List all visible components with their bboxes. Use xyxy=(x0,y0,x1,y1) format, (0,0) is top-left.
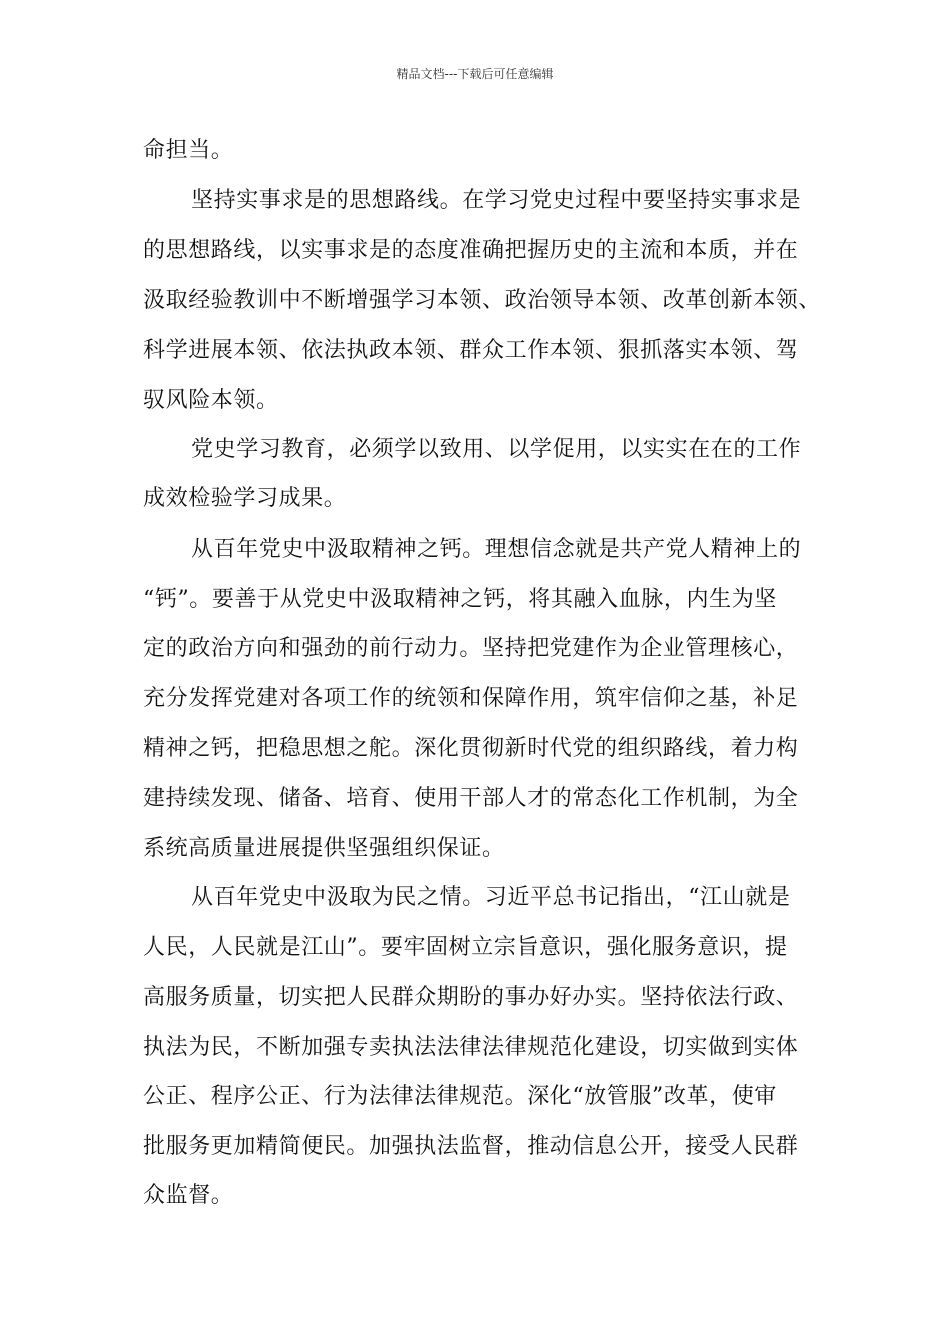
text-line: 建持续发现、储备、培育、使用干部人才的常态化工作机制，为全 xyxy=(143,786,799,811)
text-line: 从百年党史中汲取为民之情。习近平总书记指出，“江山就是 xyxy=(191,885,791,910)
text-line: 系统高质量进展提供坚强组织保证。 xyxy=(143,836,505,861)
text-line: 高服务质量，切实把人民群众期盼的事办好办实。坚持依法行政、 xyxy=(143,985,799,1010)
text-line: 定的政治方向和强劲的前行动力。坚持把党建作为企业管理核心， xyxy=(143,636,799,661)
text-line: 科学进展本领、依法执政本领、群众工作本领、狠抓落实本领、驾 xyxy=(143,338,799,363)
text-line: 坚持实事求是的思想路线。在学习党史过程中要坚持实事求是 xyxy=(191,188,802,213)
text-line: 汲取经验教训中不断增强学习本领、政治领导本领、改革创新本领、 xyxy=(143,288,822,313)
text-line: 批服务更加精简便民。加强执法监督，推动信息公开，接受人民群 xyxy=(143,1134,799,1159)
page-header: 精品文档---下载后可任意编辑 xyxy=(396,67,554,81)
text-line: 执法为民，不断加强专卖执法法律法律规范化建设，切实做到实体 xyxy=(143,1035,799,1060)
text-line: 党史学习教育，必须学以致用、以学促用，以实实在在的工作 xyxy=(191,437,802,462)
text-line: 众监督。 xyxy=(143,1183,234,1208)
text-line: “钙”。要善于从党史中汲取精神之钙，将其融入血脉，内生为坚 xyxy=(143,587,777,612)
text-line: 的思想路线，以实事求是的态度准确把握历史的主流和本质，并在 xyxy=(143,238,799,263)
text-line: 人民，人民就是江山”。要牢固树立宗旨意识，强化服务意识，提 xyxy=(143,935,788,960)
text-line: 命担当。 xyxy=(143,138,234,163)
text-line: 充分发挥党建对各项工作的统领和保障作用，筑牢信仰之基，补足 xyxy=(143,686,799,711)
text-line: 成效检验学习成果。 xyxy=(143,486,347,511)
text-line: 从百年党史中汲取精神之钙。理想信念就是共产党人精神上的 xyxy=(191,537,802,562)
text-line: 驭风险本领。 xyxy=(143,388,279,413)
text-line: 精神之钙，把稳思想之舵。深化贯彻新时代党的组织路线，着力构 xyxy=(143,736,799,761)
text-line: 公正、程序公正、行为法律法律规范。深化“放管服”改革，使审 xyxy=(143,1084,777,1109)
